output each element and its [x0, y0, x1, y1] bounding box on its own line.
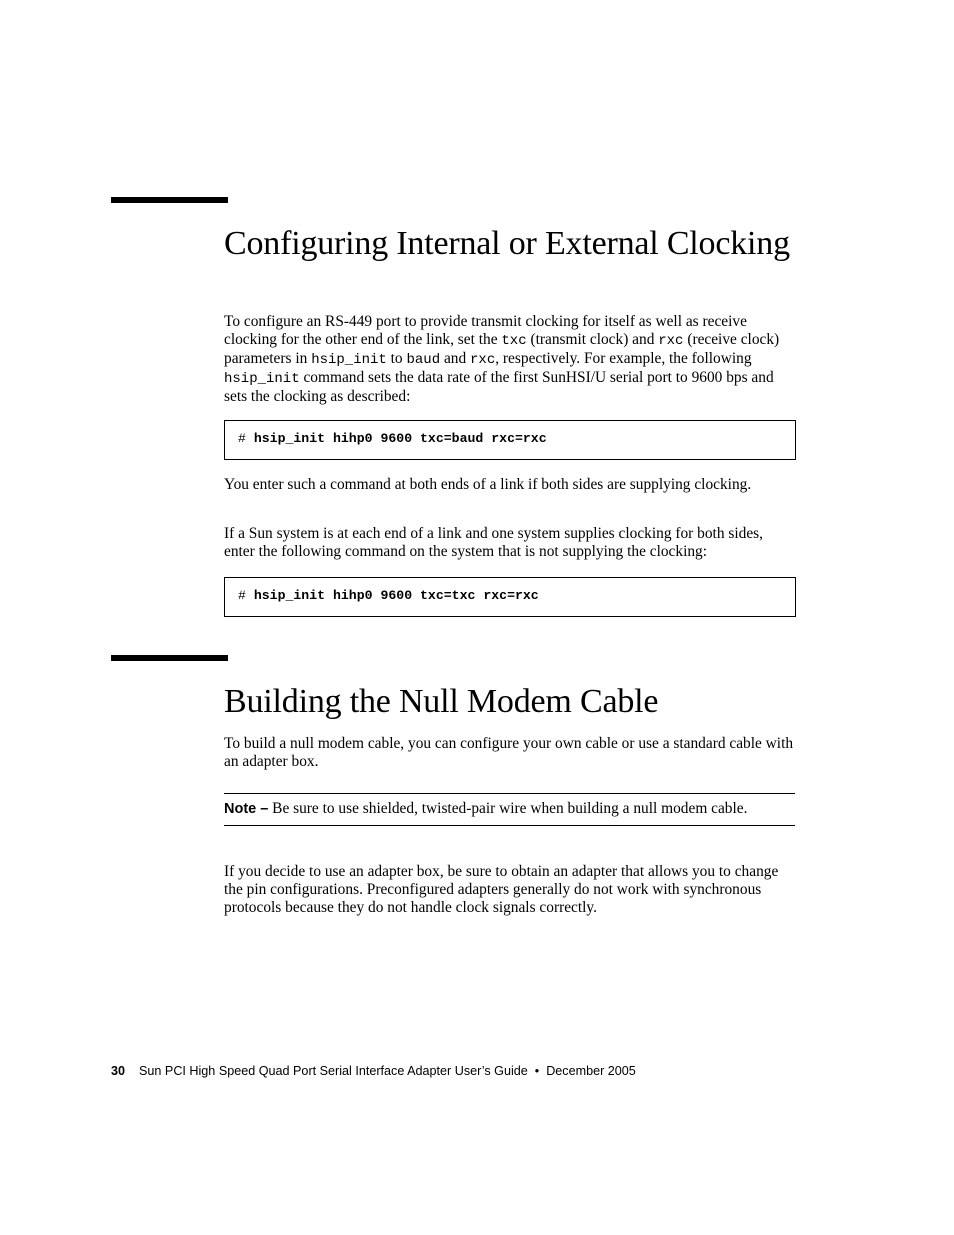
- publication-date: December 2005: [546, 1064, 636, 1078]
- text-run: to: [386, 350, 407, 367]
- shell-prompt: #: [238, 588, 254, 603]
- section-rule: [111, 197, 228, 203]
- text-run: (receive clock) parameters in: [224, 331, 780, 367]
- paragraph-container: [224, 735, 796, 771]
- section-heading-container: [224, 226, 796, 262]
- code-block: [224, 577, 796, 617]
- inline-code: hsip_init: [224, 371, 300, 387]
- shell-prompt: #: [238, 431, 254, 446]
- paragraph-container: [224, 525, 796, 561]
- paragraph: You enter such a command at both ends of a link if both sides are supplying clocking.: [224, 476, 752, 493]
- paragraph-container: [224, 863, 796, 917]
- intro-paragraph-container: [224, 313, 796, 406]
- section-heading: Configuring Internal or External Clocking: [224, 225, 790, 262]
- text-run: (transmit clock) and: [526, 331, 659, 348]
- paragraph: To build a null modem cable, you can configure your own cable or use a standard cable with an adapter box.: [224, 735, 794, 770]
- note-label: Note –: [224, 801, 269, 817]
- code-block: [224, 420, 796, 460]
- section-heading-container: [224, 684, 796, 720]
- code-line: [238, 588, 539, 604]
- text-run: command sets the data rate of the first SunHSI/U serial port to 9600 bps and sets the clocking as described:: [224, 369, 774, 405]
- paragraph: If you decide to use an adapter box, be sure to obtain an adapter that allows you to change the pin configurations. Preconfigured adapters generally do not work with synchronous protocols because they do not handle clock signals correctly.: [224, 863, 779, 916]
- shell-command: hsip_init hihp0 9600 txc=txc rxc=rxc: [253, 588, 539, 603]
- paragraph: If a Sun system is at each end of a link and one system supplies clocking for both sides, enter the following command on the system that is not supplying the clocking:: [224, 525, 763, 560]
- text-run: , respectively. For example, the following: [495, 350, 752, 367]
- note-paragraph: [224, 794, 795, 825]
- inline-code: baud: [406, 352, 441, 368]
- inline-code: txc: [501, 333, 527, 349]
- inline-code: rxc: [658, 333, 684, 349]
- section-rule: [111, 655, 228, 661]
- inline-code: hsip_init: [311, 352, 387, 368]
- section-heading: Building the Null Modem Cable: [224, 683, 659, 720]
- text-run: and: [440, 350, 471, 367]
- intro-paragraph: [224, 313, 796, 406]
- shell-command: hsip_init hihp0 9600 txc=baud rxc=rxc: [253, 431, 547, 446]
- text-run: To configure an RS-449 port to provide transmit clocking for itself as well as receive clocking for the other end of the link, set the: [224, 313, 747, 348]
- code-line: [238, 431, 547, 447]
- page-number: 30: [111, 1064, 126, 1078]
- inline-code: rxc: [470, 352, 496, 368]
- note-box: [224, 793, 795, 826]
- paragraph-container: [224, 476, 796, 494]
- book-title: Sun PCI High Speed Quad Port Serial Interface Adapter User’s Guide: [139, 1064, 528, 1078]
- footer-separator: •: [534, 1064, 540, 1078]
- note-text: Be sure to use shielded, twisted-pair wire when building a null modem cable.: [268, 800, 748, 817]
- page-footer: [111, 1063, 636, 1079]
